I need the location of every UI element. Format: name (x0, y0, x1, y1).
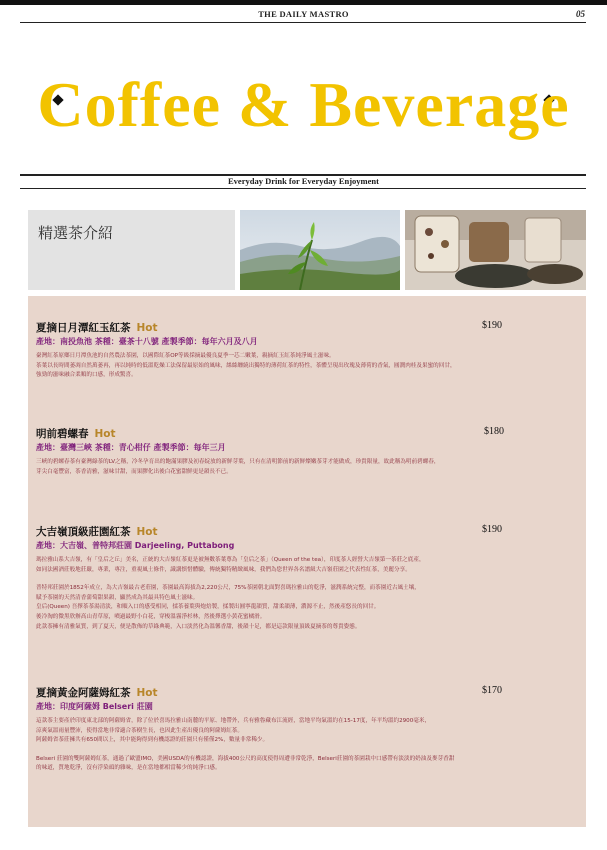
section-band (28, 210, 235, 290)
hot-badge: Hot (136, 322, 158, 334)
hot-badge: Hot (136, 687, 158, 699)
masthead (0, 9, 607, 21)
masthead-rule (20, 22, 586, 23)
section-title: 精選茶介紹 (38, 224, 114, 242)
headline (0, 68, 607, 142)
item-description: 三峽的碧螺春茶有臺灣綠茶的LV之稱，冷冬孕育出的飽滿果膠及初春綻放的新鮮芽葉，只有在清明節前的新鮮燦嫩茶芽才能做成，珍貴限量，故此稱為明前碧螺春， 芽尖白毫豐富，茶香清雅，滋味甘甜，而果膠化出後白花蜜甜鮮更是韻長不已。 (36, 459, 440, 475)
item-name: 大吉嶺頂級莊園紅茶 (36, 526, 131, 538)
item-price: $190 (482, 524, 502, 535)
hot-badge: Hot (94, 428, 116, 440)
item-description: 臺灣紅茶原鄉日月潭魚池的自然農法茶園，以國際紅茶OP等級採摘最優良夏季一芯二嫩葉，親摘紅玉紅茶純淨風土滋味。 茶葉以長時間萎凋自然萬萎再，再以純時的低溫乾燥工法保留最原始的風味，絲絲纏繞出獨特的薄荷紅茶的特性，茶體呈現出玫瑰及薄荷的香氣，圓潤肉桂及果蜜的回甘， 強勁的滋味融合柔順的口感，形成驚喜。 (36, 353, 456, 379)
item-price: $180 (484, 426, 504, 437)
item-meta: 產地：大吉嶺、普特邦莊園 Darjeeling, Puttabong (36, 541, 235, 550)
item-name: 夏摘日月潭紅玉紅茶 (36, 322, 131, 334)
item-meta: 產地：印度阿薩姆 Belseri 莊園 (36, 702, 153, 711)
tagline: Everyday Drink for Everyday Enjoyment (228, 176, 379, 186)
hot-badge: Hot (136, 526, 158, 538)
page-number: 05 (576, 9, 585, 19)
teaware-photo (405, 210, 586, 290)
masthead-title: THE DAILY MASTRO (258, 9, 349, 19)
headline-text: Coffee & Beverage (37, 69, 570, 140)
item-meta: 產地：臺灣三峽 茶種：青心柑仔 產製季節：每年三月 (36, 443, 226, 452)
item-price: $170 (482, 685, 502, 696)
item-description: 這款茶主要產於印度東北部的阿薩姆省，除了位於喜馬拉雅山南麓的平原、地帶外，兵有雅魯藏布江流經，當地平均氣溫約在15-17度，年平均溫約2900毫米， 涼爽氣溫雨量豐沛，使得當地非常適合茶樹生長，也因此生產出優良的阿薩姆紅茶。 阿薩姆省茶莊擁共有650間以上，其中能夠得到有機認證的莊園只有僅僅2%，數量非常稀少。 Belseri 莊園的雙阿薩姆紅茶，通過了歐盟IMO，美國USDA的有機認證，海拔400公尺的高度使得周遭非常乾淨，Belseri莊園的茶園栽中口感帶有淡淡的奶油及麥芽香甜 的味道，質地乾淨，沒有浮染頭的雜味，是在當地都相當稀少的純淨口感。 (36, 718, 455, 772)
item-price: $190 (482, 320, 502, 331)
headline-rule-bottom (20, 188, 586, 189)
item-meta: 產地：南投魚池 茶種：臺茶十八號 產製季節：每年六月及八月 (36, 337, 258, 346)
top-bar (0, 0, 607, 5)
item-description: 瑪拉雅山系大吉嶺，有「皇后之丘」美名，正統的大吉嶺紅茶更是被無數茶葉尊為「皇后之茶」（Queen of the tea），印度茶人經營大吉嶺第一茶莊之底產， 如同法國酒莊般地莊嚴，專業，專注，重視風土條件，識講慎惜體驗，傳統獨特精緻風味，我們為您世界各名譜級大吉嶺莊園之代表性紅茶，美麗分享。 普特邦莊園於1852年成立，為大吉嶺最古老莊園，茶園最高海拔為2,220公尺，75%茶園朝北面對喜瑪拉雅山的乾淨，滋潤系統完整，而茶園近古風土壤， 賦予茶園的天然清香蒲萄甜果韻，顯然成為其最具特色風土滋味。 皇后(Queen) 吾擇茶茶湯清淡，和順入口的感受相同，揉茶養葉與炮焙製，揉製出圓寧龍韻質，甜柔韻薄，濃源不止，然後產悠長的回甘。 後冷淘的微黑欣辦高山青草原，噴過最野小白花，穿梭溫霧淨杉林，然後擇選小黃花蜜橘滑。 此款茶擁有清雅氣質，到了夏天，便是散佈的草綠典範，入口淡然化為溫馨香甜，後韻十足，都是這款限量頂級夏摘茶的尊貴姿態。 (36, 557, 425, 630)
tea-plantation-photo (240, 210, 400, 290)
item-name: 明前碧螺春 (36, 428, 89, 440)
item-name: 夏摘黃金阿薩姆紅茶 (36, 687, 131, 699)
